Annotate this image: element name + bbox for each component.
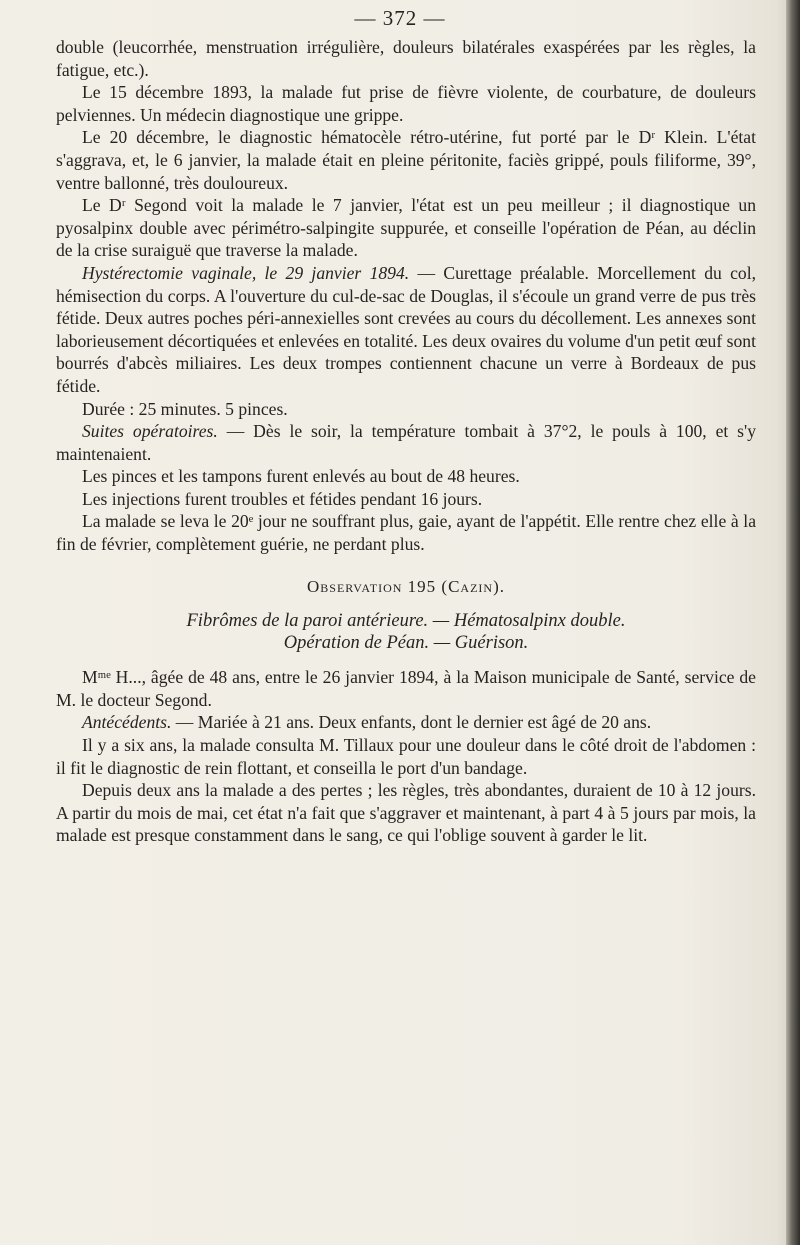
- paragraph: Les pinces et les tampons furent enlevés au bout de 48 heures.: [82, 466, 520, 487]
- antecedents-text: — Mariée à 21 ans. Deux enfants, dont le dernier est âgé de 20 ans.: [171, 712, 652, 733]
- suites-text: — Dès le soir, la température tombait à 37°2, le pouls à 100, et s'y maintenaient.: [56, 421, 756, 464]
- suites-title: Suites opératoires.: [82, 421, 218, 442]
- page-body: [56, 36, 756, 847]
- paragraph: Le Dʳ Segond voit la malade le 7 janvier, l'état est un peu meilleur ; il diagnostique un pyosalpinx double avec périmétro-salpingite suppurée, et conseille l'opération de Péan, au déclin de la crise suraiguë que traverse la malade.: [56, 195, 756, 261]
- antecedents-title: Antécédents.: [82, 712, 172, 733]
- paragraph: La malade se leva le 20ᵉ jour ne souffrant plus, gaie, ayant de l'appétit. Elle rentre chez elle à la fin de février, complètement guérie, ne perdant plus.: [56, 511, 756, 555]
- hysterectomy-text: — Curettage préalable. Morcellement du col, hémisection du corps. A l'ouverture du cul-de-sac de Douglas, il s'écoule un grand verre de pus très fétide. Deux autres poches péri-annexielles sont crevées au cours du décollement. Les annexes sont laborieusement décortiquées et enlevées en totalité. Les deux ovaires du volume d'un petit œuf sont bourrés d'abcès miliaires. Les deux trompes contiennent chacune un verre à Bordeaux de pus fétide.: [56, 262, 756, 396]
- antecedents-paragraph: [56, 711, 756, 734]
- page-number: — 372 —: [354, 6, 446, 30]
- observation-subtitle: Fibrômes de la paroi antérieure. — Hématosalpinx double.: [186, 611, 626, 632]
- observation-subtitle: Opération de Péan. — Guérison.: [283, 633, 529, 654]
- suites-paragraph: [56, 420, 756, 465]
- paragraph: Le 15 décembre 1893, la malade fut prise de fièvre violente, de courbature, de douleurs pelviennes. Un médecin diagnostique une grippe.: [56, 82, 756, 125]
- patient-paragraph: Mᵐᵉ H..., âgée de 48 ans, entre le 26 janvier 1894, à la Maison municipale de Santé, service de M. le docteur Segond.: [56, 667, 756, 710]
- hysterectomy-title: Hystérectomie vaginale, le 29 janvier 1894.: [82, 262, 410, 283]
- duration-line: Durée : 25 minutes. 5 pinces.: [82, 398, 288, 419]
- paragraph: Depuis deux ans la malade a des pertes ; les règles, très abondantes, duraient de 10 à 12 jours. A partir du mois de mai, cet état n'a fait que s'aggraver et maintenant, à part 4 à 5 jours par mois, la malade est presque constamment dans le sang, ce qui l'oblige souvent à garder le lit.: [56, 780, 756, 846]
- paragraph: Il y a six ans, la malade consulta M. Tillaux pour une douleur dans le côté droit de l'abdomen : il fit le diagnostic de rein flottant, et conseilla le port d'un bandage.: [56, 735, 756, 778]
- page-edge-shadow: [786, 0, 800, 1245]
- paragraph: double (leucorrhée, menstruation irrégulière, douleurs bilatérales exaspérées par les règles, la fatigue, etc.).: [56, 37, 756, 80]
- hysterectomy-paragraph: [56, 262, 756, 398]
- observation-heading: Observation 195 (Cazin).: [306, 576, 505, 596]
- paragraph: Le 20 décembre, le diagnostic hématocèle rétro-utérine, fut porté par le Dʳ Klein. L'état s'aggrava, et, le 6 janvier, la malade était en pleine péritonite, faciès grippé, pouls filiforme, 39°, ventre ballonné, très douloureux.: [56, 127, 756, 193]
- paragraph: Les injections furent troubles et fétides pendant 16 jours.: [82, 488, 483, 509]
